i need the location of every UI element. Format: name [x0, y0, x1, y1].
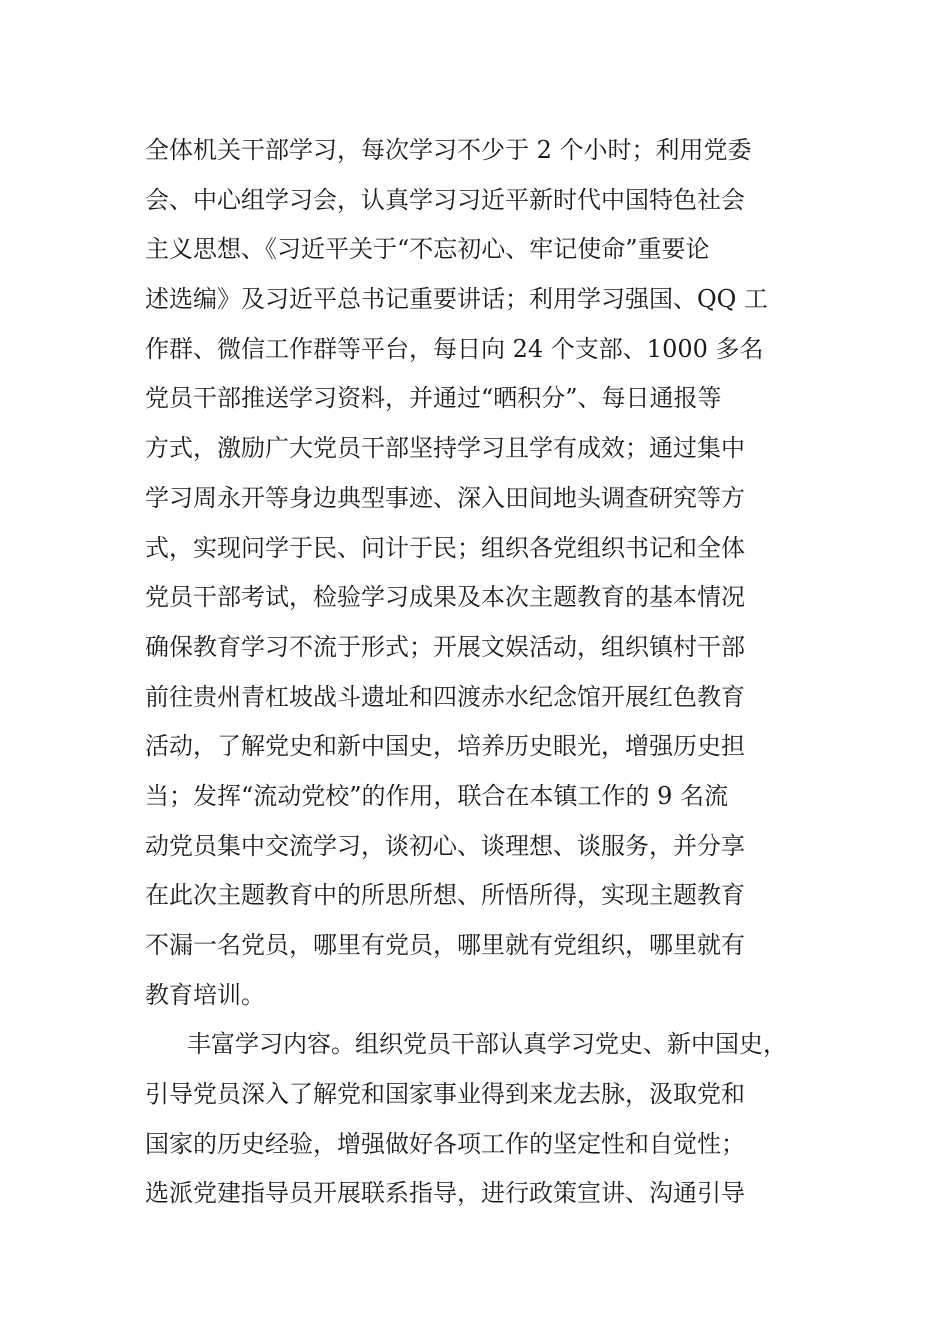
- paragraph-line: 作群、微信工作群等平台，每日向 24 个支部、1000 多名: [145, 334, 764, 363]
- paragraph-1: [145, 126, 835, 1020]
- paragraph-line: 在此次主题教育中的所思所想、所悟所得，实现主题教育: [145, 881, 745, 910]
- paragraph-line: 选派党建指导员开展联系指导，进行政策宣讲、沟通引导: [145, 1179, 745, 1208]
- paragraph-line: 党员干部推送学习资料，并通过“晒积分”、每日通报等: [145, 384, 722, 413]
- paragraph-line: 学习周永开等身边典型事迹、深入田间地头调查研究等方: [145, 483, 745, 512]
- paragraph-line: 国家的历史经验，增强做好各项工作的坚定性和自觉性；: [145, 1129, 745, 1158]
- paragraph-line: 活动，了解党史和新中国史，培养历史眼光，增强历史担: [145, 732, 745, 761]
- paragraph-line: 方式，激励广大党员干部坚持学习且学有成效；通过集中: [145, 434, 745, 463]
- paragraph-line: 丰富学习内容。组织党员干部认真学习党史、新中国史，: [187, 1030, 787, 1059]
- paragraph-line: 述选编》及习近平总书记重要讲话；利用学习强国、QQ 工: [145, 285, 768, 314]
- paragraph-line: 党员干部考试，检验学习成果及本次主题教育的基本情况: [145, 583, 745, 612]
- paragraph-line: 主义思想、《习近平关于“不忘初心、牢记使命”重要论: [145, 235, 710, 264]
- paragraph-line: 全体机关干部学习，每次学习不少于 2 个小时；利用党委: [145, 136, 752, 164]
- paragraph-line: 教育培训。: [145, 980, 265, 1009]
- paragraph-line: 前往贵州青杠坡战斗遗址和四渡赤水纪念馆开展红色教育: [145, 682, 745, 711]
- paragraph-line: 确保教育学习不流于形式；开展文娱活动，组织镇村干部: [145, 632, 745, 661]
- paragraph-line: 会、中心组学习会，认真学习习近平新时代中国特色社会: [145, 185, 745, 214]
- paragraph-2: [145, 1020, 835, 1219]
- paragraph-line: 式，实现问学于民、问计于民；组织各党组织书记和全体: [145, 533, 745, 562]
- paragraph-line: 动党员集中交流学习，谈初心、谈理想、谈服务，并分享: [145, 831, 745, 860]
- paragraph-line: 不漏一名党员，哪里有党员，哪里就有党组织，哪里就有: [145, 931, 745, 959]
- paragraph-line: 引导党员深入了解党和国家事业得到来龙去脉，汲取党和: [145, 1080, 745, 1109]
- paragraph-line: 当；发挥“流动党校”的作用，联合在本镇工作的 9 名流: [145, 781, 729, 810]
- document-body: [145, 126, 835, 1219]
